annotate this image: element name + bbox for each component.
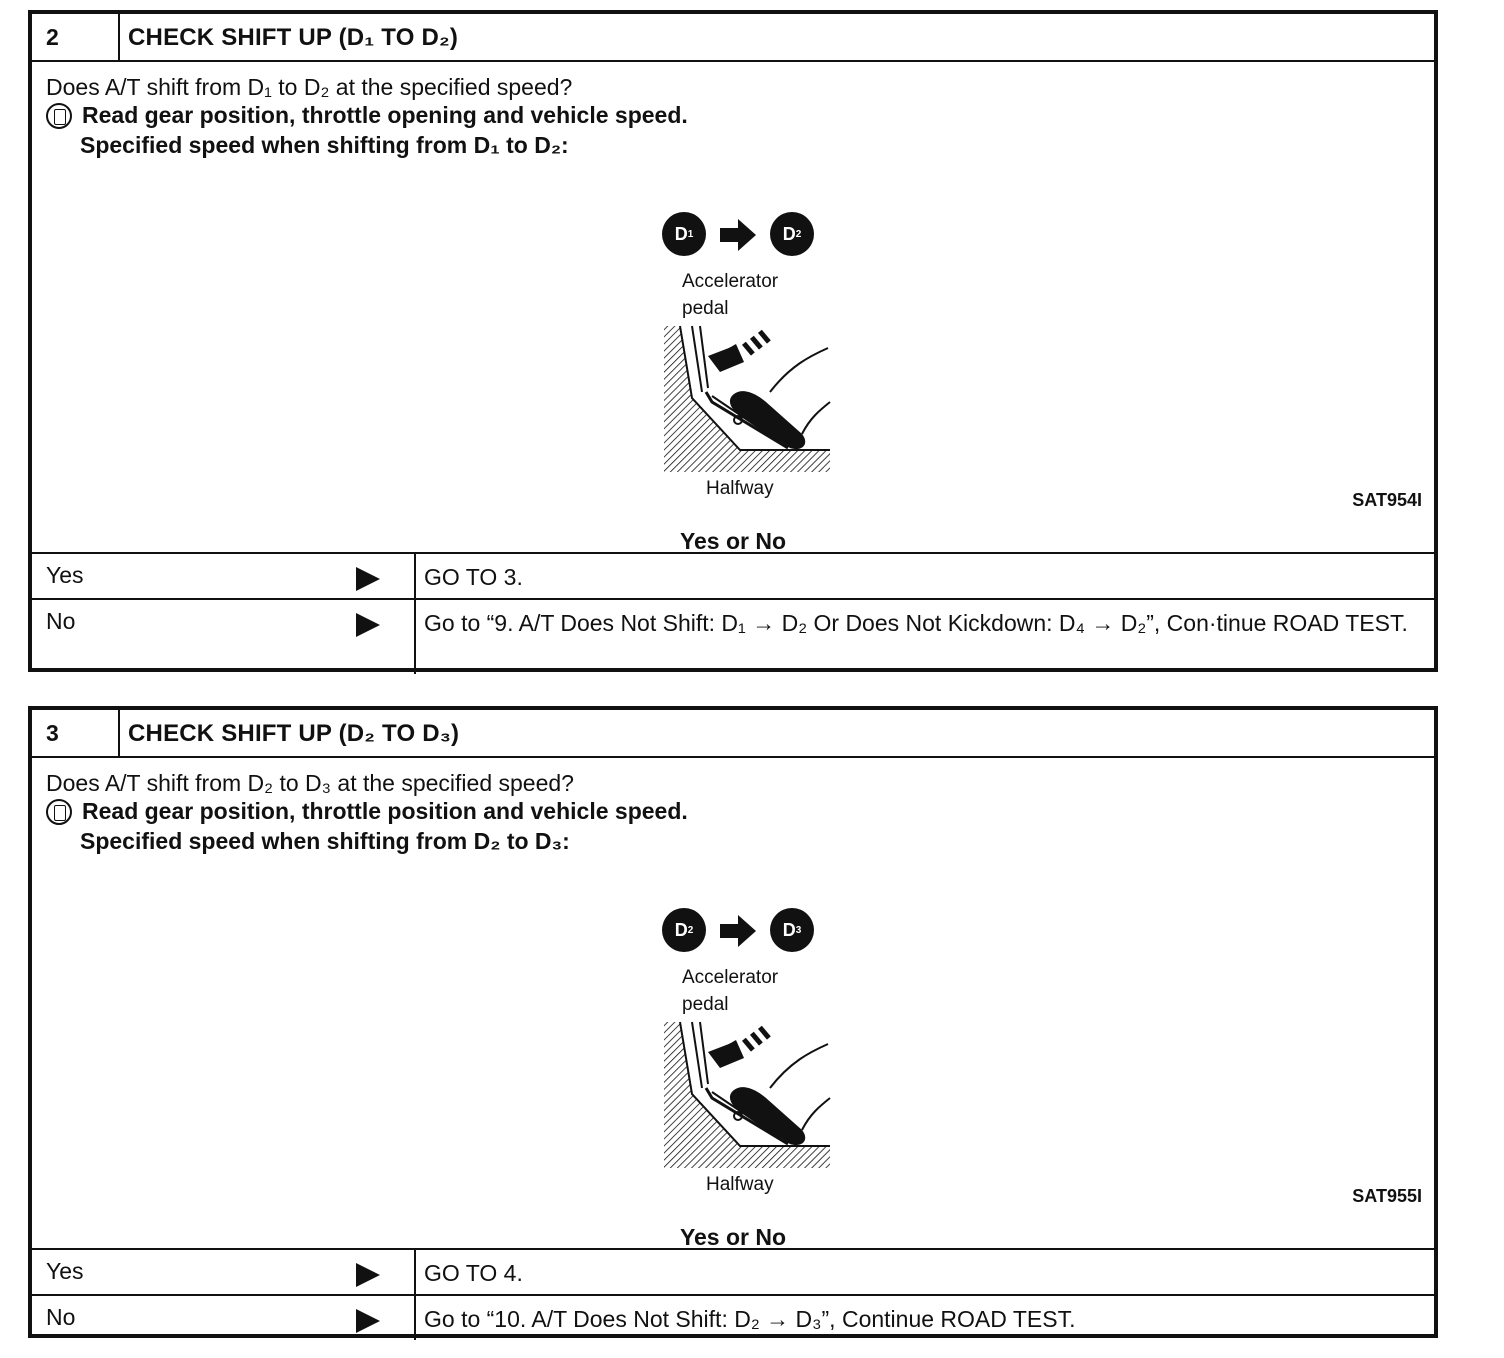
from-gear-badge: D 1 bbox=[662, 212, 706, 256]
right-arrow-icon bbox=[718, 218, 758, 252]
to-gear-badge: D 3 bbox=[770, 908, 814, 952]
no-row bbox=[32, 1296, 1434, 1340]
step-number: 3 bbox=[32, 710, 120, 756]
no-result: Go to “9. A/T Does Not Shift: D₁ → D₂ Or Does Not Kickdown: D₄ → D₂”, Con·tinue ROAD TEST. bbox=[424, 610, 1408, 636]
consult-icon bbox=[46, 103, 72, 129]
halfway-label: Halfway bbox=[706, 1174, 774, 1195]
step-body bbox=[32, 62, 1434, 554]
instruction-text: Read gear position, throttle opening and vehicle speed. bbox=[82, 102, 688, 128]
instruction-line bbox=[46, 798, 688, 825]
question-text: Does A/T shift from D₁ to D₂ at the specified speed? bbox=[46, 74, 573, 100]
step-3-table bbox=[28, 706, 1438, 1338]
yes-result: GO TO 4. bbox=[424, 1260, 523, 1286]
step-2-table bbox=[28, 10, 1438, 672]
halfway-label: Halfway bbox=[706, 478, 774, 499]
gear-shift-indicator bbox=[662, 908, 822, 954]
yes-result: GO TO 3. bbox=[424, 564, 523, 590]
specified-speed-text: Specified speed when shifting from D₁ to D₂: bbox=[80, 132, 569, 158]
figure-code: SAT955I bbox=[1352, 1186, 1422, 1206]
specified-speed-text: Specified speed when shifting from D₂ to D₃: bbox=[80, 828, 570, 854]
instruction-text: Read gear position, throttle position and vehicle speed. bbox=[82, 798, 688, 824]
no-result: Go to “10. A/T Does Not Shift: D₂ → D₃”, Continue ROAD TEST. bbox=[424, 1306, 1076, 1332]
question-text: Does A/T shift from D₂ to D₃ at the specified speed? bbox=[46, 770, 574, 796]
from-gear-badge: D 2 bbox=[662, 908, 706, 952]
no-row bbox=[32, 600, 1434, 674]
figure-code: SAT954I bbox=[1352, 490, 1422, 510]
yes-or-no-prompt: Yes or No bbox=[679, 1224, 787, 1250]
yes-or-no-prompt: Yes or No bbox=[679, 528, 787, 554]
step-title: CHECK SHIFT UP (D₁ TO D₂) bbox=[128, 24, 459, 51]
step-header bbox=[32, 710, 1434, 758]
accelerator-figure bbox=[650, 908, 870, 1208]
triangle-arrow-icon bbox=[356, 1263, 380, 1287]
step-title: CHECK SHIFT UP (D₂ TO D₃) bbox=[128, 720, 460, 747]
no-label: No bbox=[46, 1304, 76, 1330]
yes-label: Yes bbox=[46, 1258, 84, 1284]
step-header bbox=[32, 14, 1434, 62]
consult-icon bbox=[46, 799, 72, 825]
yes-row bbox=[32, 554, 1434, 600]
accelerator-pedal-icon bbox=[650, 1018, 850, 1178]
triangle-arrow-icon bbox=[356, 1309, 380, 1333]
pedal-label: Accelerator pedal bbox=[682, 271, 779, 319]
instruction-line bbox=[46, 102, 688, 129]
gear-shift-indicator bbox=[662, 212, 822, 258]
to-gear-badge: D 2 bbox=[770, 212, 814, 256]
triangle-arrow-icon bbox=[356, 613, 380, 637]
yes-row bbox=[32, 1250, 1434, 1296]
accelerator-pedal-icon bbox=[650, 322, 850, 482]
pedal-label: Accelerator pedal bbox=[682, 967, 779, 1015]
triangle-arrow-icon bbox=[356, 567, 380, 591]
accelerator-figure bbox=[650, 212, 870, 512]
step-body bbox=[32, 758, 1434, 1250]
yes-label: Yes bbox=[46, 562, 84, 588]
step-number: 2 bbox=[32, 14, 120, 60]
right-arrow-icon bbox=[718, 914, 758, 948]
no-label: No bbox=[46, 608, 76, 634]
